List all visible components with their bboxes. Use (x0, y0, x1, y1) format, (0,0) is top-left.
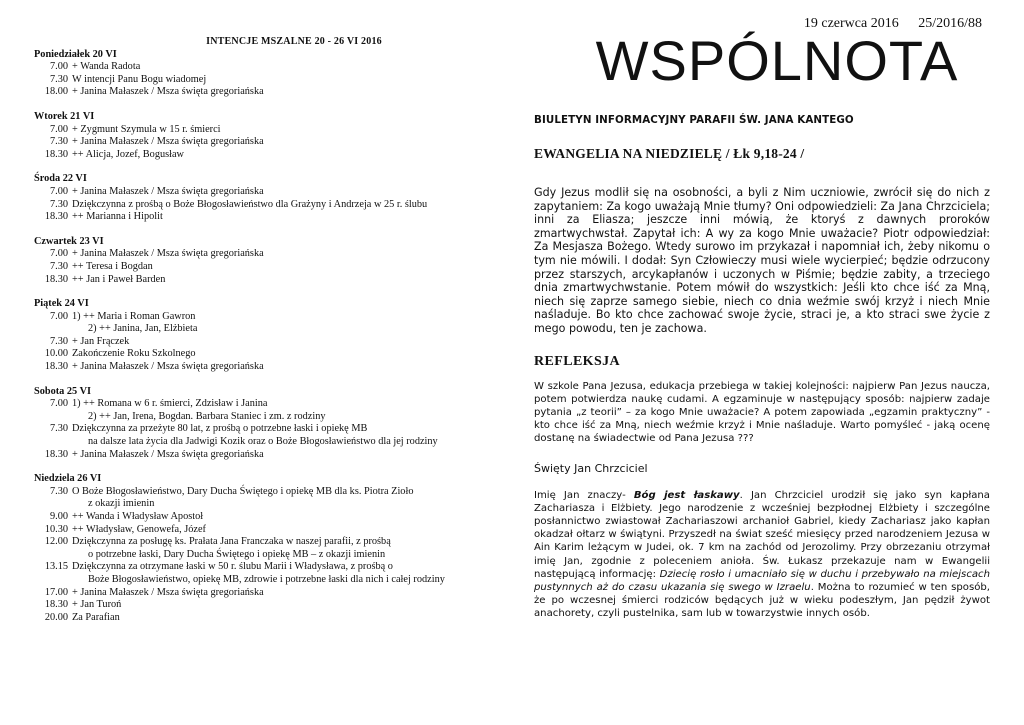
intention-entry (34, 86, 504, 99)
intention-text: ++ Marianna i Hipolit (72, 211, 163, 223)
intention-text: Dziękczynna z prośbą o Boże Błogosławieństwo dla Grażyny i Andrzeja w 25 r. ślubu (72, 198, 428, 210)
mass-time: 7.00 (49, 310, 68, 322)
saint-heading: Święty Jan Chrzciciel (534, 461, 648, 475)
saint-text-part: . Można to rozumieć w ten sposób, że po wczesnej śmierci rodziców będących już w wieku podeszłym, Jan pędził żywot anachorety, czyli pustelnika, sam lub w towarzystwie innych osób. (534, 581, 990, 620)
intention-entry (34, 423, 504, 436)
intention-text: ++ Wanda i Władysław Apostoł (72, 511, 204, 522)
schedule-day (34, 473, 504, 624)
intention-entry (34, 149, 504, 162)
saint-text-quote: Dziecię rosło i umacniało się w duchu i przebywało na miejscach pustynnych aż do czasu ukazania się swego w Izraelu (534, 568, 990, 593)
mass-time: 18.30 (44, 361, 68, 373)
intention-text: ++ Jan i Paweł Barden (72, 273, 166, 285)
issue-number: 25/2016/88 (918, 16, 982, 31)
schedule-day (34, 236, 504, 286)
mass-time: 7.30 (49, 136, 68, 148)
intention-text: + Janina Małaszek / Msza święta gregoriańska (72, 136, 264, 148)
intention-entry (34, 612, 504, 625)
intention-entry (34, 524, 504, 537)
mass-time: 18.30 (44, 273, 68, 285)
mass-time: 7.30 (49, 260, 68, 272)
bulletin-subtitle: BIULETYN INFORMACYJNY PARAFII ŚW. JANA KANTEGO (534, 114, 854, 126)
intention-text: Dziękczynna za przeżyte 80 lat, z prośbą o potrzebne łaski i opiekę MB (72, 423, 368, 435)
intention-text: 2) ++ Janina, Jan, Elżbieta (88, 323, 198, 335)
schedule-day (34, 173, 504, 223)
intention-entry (34, 436, 504, 449)
intention-entry (34, 211, 504, 224)
intention-entry (34, 574, 504, 587)
mass-time: 18.30 (44, 448, 68, 460)
intention-text: + Janina Małaszek / Msza święta gregoriańska (72, 361, 264, 373)
intention-entry (34, 61, 504, 74)
intention-entry (34, 549, 504, 562)
issue-date: 19 czerwca 2016 (803, 16, 899, 31)
intention-text: Dziękczynna za otrzymane łaski w 50 r. ślubu Marii i Władysława, z prośbą o (72, 561, 393, 573)
intention-text: O Boże Błogosławieństwo, Dary Ducha Świętego i opiekę MB dla ks. Piotra Zioło (72, 485, 414, 497)
saint-text-part: . Jan Chrzciciel urodził się jako syn kapłana Zachariasza i Elżbiety. Jego narodzenie z wcześniej bezpłodnej Elżbiety i szczególne posłannictwo zwiastował Zachariaszowi archanioł Gabriel, kiedy Zachariasz jako kapłan okadzał ołtarz w świątyni. Przyszedł na świat sześć miesięcy przed narodzeniem Jezusa w Ain Karim leżącym w Judei, ok. 7 km na zachód od Jerozolimy. Przy obrzezaniu otrzymał imię Jan, zgodnie z poleceniem anioła. Św. Łukasz przekazuje nam w Ewangelii następującą informację: (534, 489, 990, 580)
intention-text: ++ Teresa i Bogdan (72, 260, 153, 272)
intention-text: + Jan Frączek (72, 335, 130, 347)
intention-entry (34, 511, 504, 524)
intention-text: Dziękczynna za posługę ks. Prałata Jana Franczaka w naszej parafii, z prośbą (72, 536, 391, 548)
intention-entry (34, 398, 504, 411)
intention-text: + Janina Małaszek / Msza święta gregoriańska (72, 448, 264, 460)
mass-time: 7.00 (49, 123, 68, 135)
intention-entry (34, 136, 504, 149)
intention-text: z okazji imienin (88, 498, 155, 510)
day-heading: Piątek 24 VI (34, 298, 89, 310)
intention-entry (34, 587, 504, 600)
intention-text: Zakończenie Roku Szkolnego (72, 348, 196, 360)
mass-time: 18.30 (44, 211, 68, 223)
intention-entry (34, 348, 504, 361)
intention-entry (34, 411, 504, 424)
intention-text: + Janina Małaszek / Msza święta gregoriańska (72, 586, 264, 598)
intention-text: Boże Błogosławieństwo, opiekę MB, zdrowie i potrzebne łaski dla nich i całej rodziny (88, 573, 445, 585)
intention-entry (34, 248, 504, 261)
schedule-title: INTENCJE MSZALNE 20 - 26 VI 2016 (206, 36, 382, 47)
intention-entry (34, 311, 504, 324)
schedule-days (34, 49, 504, 625)
intention-text: o potrzebne łaski, Dary Ducha Świętego i opiekę MB – z okazji imienin (88, 548, 386, 560)
mass-time: 13.15 (44, 561, 68, 573)
mass-time: 7.00 (49, 398, 68, 410)
mass-time: 18.30 (44, 599, 68, 611)
mass-time: 10.00 (44, 348, 68, 360)
reflection-heading: REFLEKSJA (534, 353, 621, 369)
mass-time: 9.00 (49, 511, 68, 522)
intention-entry (34, 261, 504, 274)
intention-text: Za Parafian (72, 611, 120, 623)
intention-text: + Wanda Radota (72, 61, 141, 73)
saint-text-part: Imię Jan znaczy- (534, 489, 634, 501)
mass-time: 7.00 (49, 61, 68, 73)
mass-time: 7.30 (49, 485, 68, 497)
schedule-day (34, 386, 504, 462)
intention-text: + Janina Małaszek / Msza święta gregoriańska (72, 86, 264, 98)
saint-text-emphasis: Bóg jest łaskawy (633, 489, 740, 501)
intention-text: 1) ++ Romana w 6 r. śmierci, Zdzisław i Janina (72, 398, 268, 410)
day-heading: Wtorek 21 VI (34, 110, 95, 122)
mass-time: 7.30 (49, 423, 68, 435)
schedule-day (34, 111, 504, 161)
intention-entry (34, 536, 504, 549)
gospel-heading: EWANGELIA NA NIEDZIELĘ / Łk 9,18-24 / (534, 146, 805, 161)
saint-text (534, 489, 990, 621)
intention-text: + Janina Małaszek / Msza święta gregoriańska (72, 248, 264, 260)
intention-entry (34, 74, 504, 87)
intention-text: 2) ++ Jan, Irena, Bogdan. Barbara Staniec i zm. z rodziny (88, 410, 326, 422)
intention-entry (34, 336, 504, 349)
mass-time: 20.00 (44, 611, 68, 623)
intention-text: 1) ++ Maria i Roman Gawron (72, 310, 196, 322)
schedule-day (34, 298, 504, 374)
reflection-text: W szkole Pana Jezusa, edukacja przebiega w takiej kolejności: najpierw Pan Jezus naucza, potem potwierdza naukę cudami. A egzaminuje w następujący sposób: najpierw zadaje pytania „z teorii” – za kogo Mnie uważacie? A potem zapowiada „egzamin praktyczny” - kto chce iść za Mną, niech weźmie krzyż i Mnie naśladuje. Warto pomyśleć - jaką ocenę dostanę na świadectwie od Pana Jezusa ??? (534, 380, 990, 445)
mass-time: 7.00 (49, 248, 68, 260)
schedule-day (34, 49, 504, 99)
intention-entry (34, 486, 504, 499)
mass-time: 10.30 (44, 523, 68, 535)
mass-time: 7.30 (49, 73, 68, 85)
intention-entry (34, 498, 504, 511)
mass-time: 17.00 (44, 586, 68, 598)
day-heading: Czwartek 23 VI (34, 235, 104, 247)
intention-text: + Janina Małaszek / Msza święta gregoriańska (72, 185, 264, 197)
mass-time: 12.00 (44, 536, 68, 548)
intention-text: ++ Alicja, Jozef, Bogusław (72, 148, 184, 160)
intention-text: na dalsze lata życia dla Jadwigi Kozik oraz o Boże Błogosławieństwo dla jej rodziny (88, 436, 438, 448)
intention-text: + Jan Turoń (72, 599, 122, 611)
intention-entry (34, 186, 504, 199)
intention-entry (34, 199, 504, 212)
intention-entry (34, 561, 504, 574)
intention-text: + Zygmunt Szymula w 15 r. śmierci (72, 123, 221, 135)
day-heading: Środa 22 VI (34, 173, 87, 185)
intention-entry (34, 274, 504, 287)
day-heading: Poniedziałek 20 VI (34, 48, 117, 60)
intention-entry (34, 361, 504, 374)
mass-time: 7.30 (49, 198, 68, 210)
masthead-title: WSPÓLNOTA (595, 29, 959, 92)
mass-time: 7.00 (49, 185, 68, 197)
gospel-text: Gdy Jezus modlił się na osobności, a byli z Nim uczniowie, zwrócił się do nich z zapytaniem: Za kogo uważają Mnie tłumy? Oni odpowiedzieli: Za Jana Chrzciciela; inni za Eliasza; jeszcze inni mówią, że ktoryś z dawnych proroków zmartwychwstał. Zapytał ich: A wy za kogo Mnie uważacie? Piotr odpowiedział: Za Mesjasza Bożego. Wtedy surowo im przykazał i napomniał ich, żeby nikomu o tym nie mówili. I dodał: Syn Człowieczy musi wiele wycierpieć; będzie odrzucony przez starszych, arcykapłanów i uczonych w Piśmie; będzie zabity, a trzeciego dnia zmartwychwstanie. Potem mówił do wszystkich: Jeśli kto chce iść za Mną, niech się zaprze samego siebie, niech co dnia weźmie swój krzyż i niech Mnie naśladuje. Bo kto chce zachować swoje życie, straci je, a kto straci swe życie z mego powodu, ten je zachowa. (534, 186, 990, 335)
mass-time: 18.00 (44, 86, 68, 98)
intention-entry (34, 124, 504, 137)
intention-text: ++ Władysław, Genowefa, Józef (72, 523, 206, 535)
intention-entry (34, 323, 504, 336)
day-heading: Niedziela 26 VI (34, 473, 102, 485)
day-heading: Sobota 25 VI (34, 385, 92, 397)
mass-time: 18.30 (44, 148, 68, 160)
mass-intentions-column (34, 36, 504, 624)
intention-text: W intencji Panu Bogu wiadomej (72, 73, 207, 85)
intention-entry (34, 599, 504, 612)
intention-entry (34, 449, 504, 462)
mass-time: 7.30 (49, 335, 68, 347)
bulletin-column (534, 16, 990, 621)
